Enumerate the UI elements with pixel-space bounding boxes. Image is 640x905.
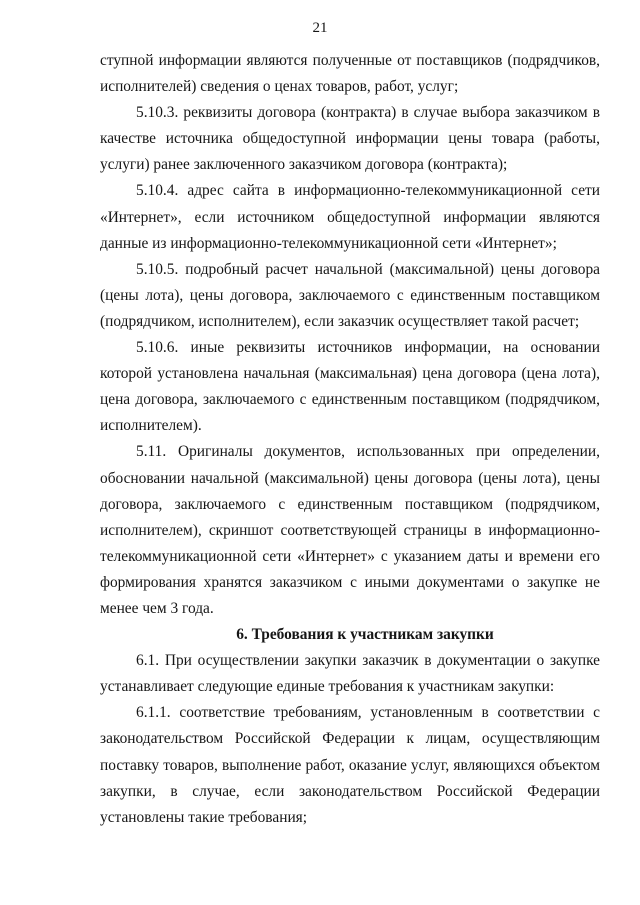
paragraph-5-10-4: 5.10.4. адрес сайта в информационно-телекоммуникационной сети «Интернет», если источником общедоступной информации являются данные из информационно-телекоммуникационной сети «Интернет»; [100,182,600,252]
page-number: 21 [312,20,328,36]
paragraph-6-1: 6.1. При осуществлении закупки заказчик в документации о закупке устанавливает следующие единые требования к участникам закупки: [100,652,600,696]
paragraph-continuation: ступной информации являются полученные от поставщиков (подрядчиков, исполнителей) сведения о ценах товаров, работ, услуг; [100,52,600,96]
paragraph-5-11: 5.11. Оригиналы документов, использованных при определении, обосновании начальной (максимальной) цены договора (цены лота), цены договора, заключаемого с единственным поставщиком (подрядчиком, исполнителем), скриншот соответствующей страницы в информационно-телекоммуникационной сети «Интернет» с указанием даты и времени его формирования хранятся заказчиком с иными документами о закупке не менее чем 3 года. [100,443,600,617]
document-body [100,48,600,831]
paragraph-5-10-6: 5.10.6. иные реквизиты источников информации, на основании которой установлена начальная (максимальная) цена договора (цена лота), цена договора, заключаемого с единственным поставщиком (подрядчиком, исполнителем). [100,339,600,435]
paragraph-5-10-5: 5.10.5. подробный расчет начальной (максимальной) цены договора (цены лота), цены договора, заключаемого с единственным поставщиком (подрядчиком, исполнителем), если заказчик осуществляет такой расчет; [100,260,600,330]
section-heading: 6. Требования к участникам закупки [236,626,494,644]
paragraph-5-10-3: 5.10.3. реквизиты договора (контракта) в случае выбора заказчиком в качестве источника общедоступной информации цены товара (работы, услуги) ранее заключенного заказчиком договора (контракта); [100,104,600,174]
paragraph-6-1-1: 6.1.1. соответствие требованиям, установленным в соответствии с законодательством Российской Федерации к лицам, осуществляющим поставку товаров, выполнение работ, оказание услуг, являющихся объектом закупки, в случае, если законодательством Российской Федерации установлены такие требования; [100,704,600,826]
